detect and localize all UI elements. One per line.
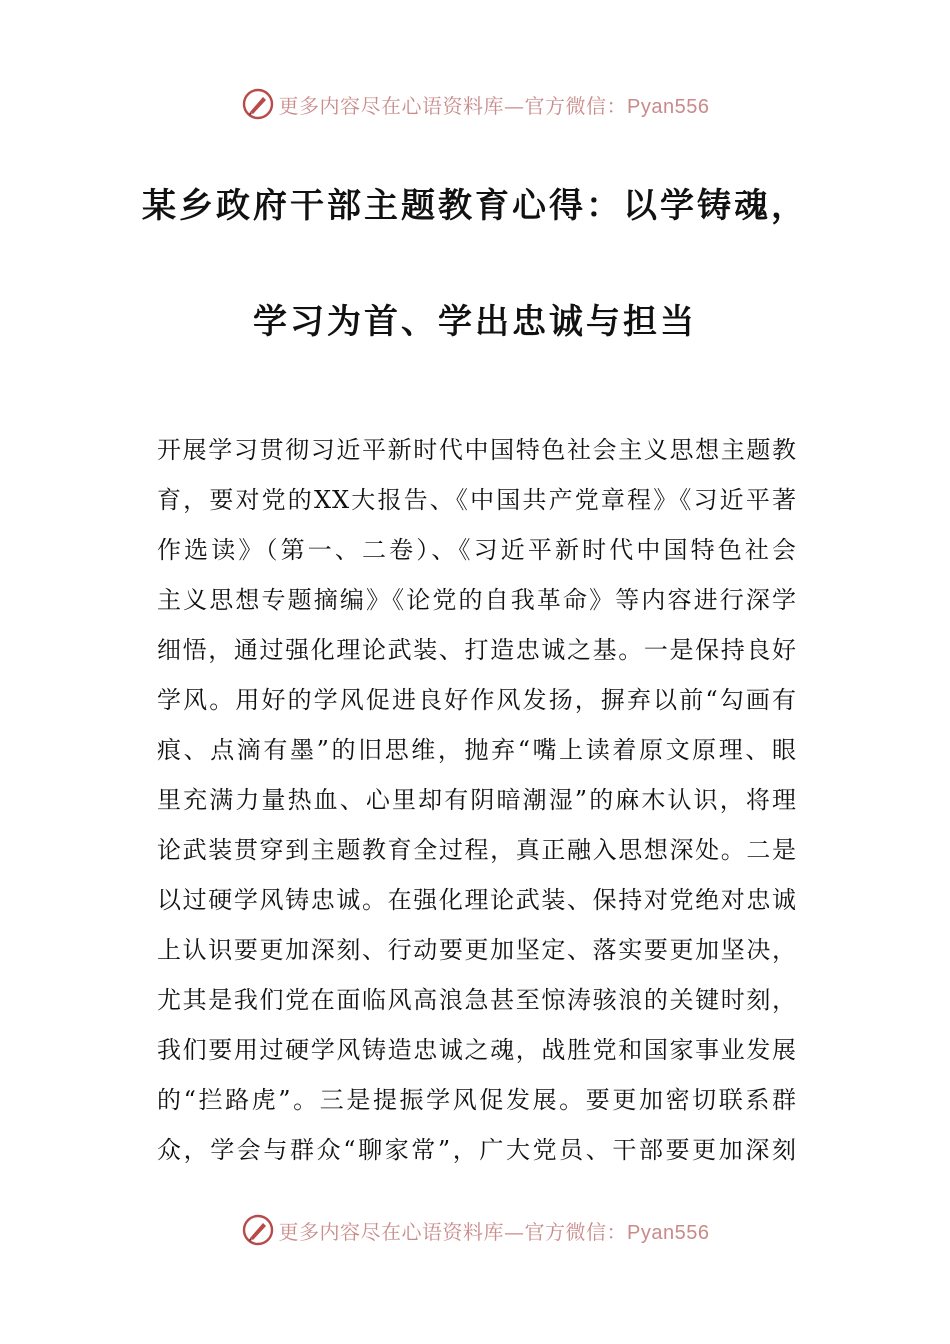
body-line: 里充满力量热血、心里却有阴暗潮湿”的麻木认识，将理 [157, 786, 797, 814]
document-title-line-1: 某乡政府干部主题教育心得：以学铸魂， [142, 186, 808, 226]
body-line: 学风。用好的学风促进良好作风发扬，摒弃以前“勾画有 [157, 686, 797, 714]
body-line: 众，学会与群众“聊家常”，广大党员、干部要更加深刻 [157, 1136, 797, 1164]
body-line: 上认识要更加深刻、行动要更加坚定、落实要更加坚决， [157, 936, 797, 964]
body-line: 主义思想专题摘编》《论党的自我革命》等内容进行深学 [157, 586, 797, 614]
watermark-text [279, 1216, 710, 1245]
body-line: 细悟，通过强化理论武装、打造忠诚之基。一是保持良好 [157, 636, 797, 664]
body-line: 作选读》（第一、二卷）、《习近平新时代中国特色社会 [157, 536, 797, 564]
watermark-label: 更多内容尽在心语资料库—官方微信： [278, 93, 628, 118]
body-paragraph [157, 425, 797, 1175]
body-line: 育，要对党的XX大报告、《中国共产党章程》《习近平著 [157, 486, 797, 514]
footer-watermark [0, 1208, 950, 1252]
pen-logo-icon [241, 1213, 275, 1247]
body-line: 痕、点滴有墨”的旧思维，抛弃“嘴上读着原文原理、眼 [157, 736, 797, 764]
pen-logo-icon [241, 87, 275, 121]
body-line: 以过硬学风铸忠诚。在强化理论武装、保持对党绝对忠诚 [157, 886, 797, 914]
body-line: 尤其是我们党在面临风高浪急甚至惊涛骇浪的关键时刻， [157, 986, 797, 1014]
wechat-handle: Pyan556 [627, 95, 710, 118]
document-title-line-2: 学习为首、学出忠诚与担当 [253, 302, 697, 342]
header-watermark [0, 82, 950, 126]
body-line: 开展学习贯彻习近平新时代中国特色社会主义思想主题教 [157, 436, 797, 464]
watermark-label: 更多内容尽在心语资料库—官方微信： [278, 1219, 628, 1244]
body-line: 的“拦路虎”。三是提振学风促发展。要更加密切联系群 [157, 1086, 797, 1114]
watermark-text [279, 90, 710, 119]
body-line: 我们要用过硬学风铸造忠诚之魂，战胜党和国家事业发展 [157, 1036, 797, 1064]
wechat-handle: Pyan556 [627, 1221, 710, 1244]
body-line: 论武装贯穿到主题教育全过程，真正融入思想深处。二是 [157, 836, 797, 864]
